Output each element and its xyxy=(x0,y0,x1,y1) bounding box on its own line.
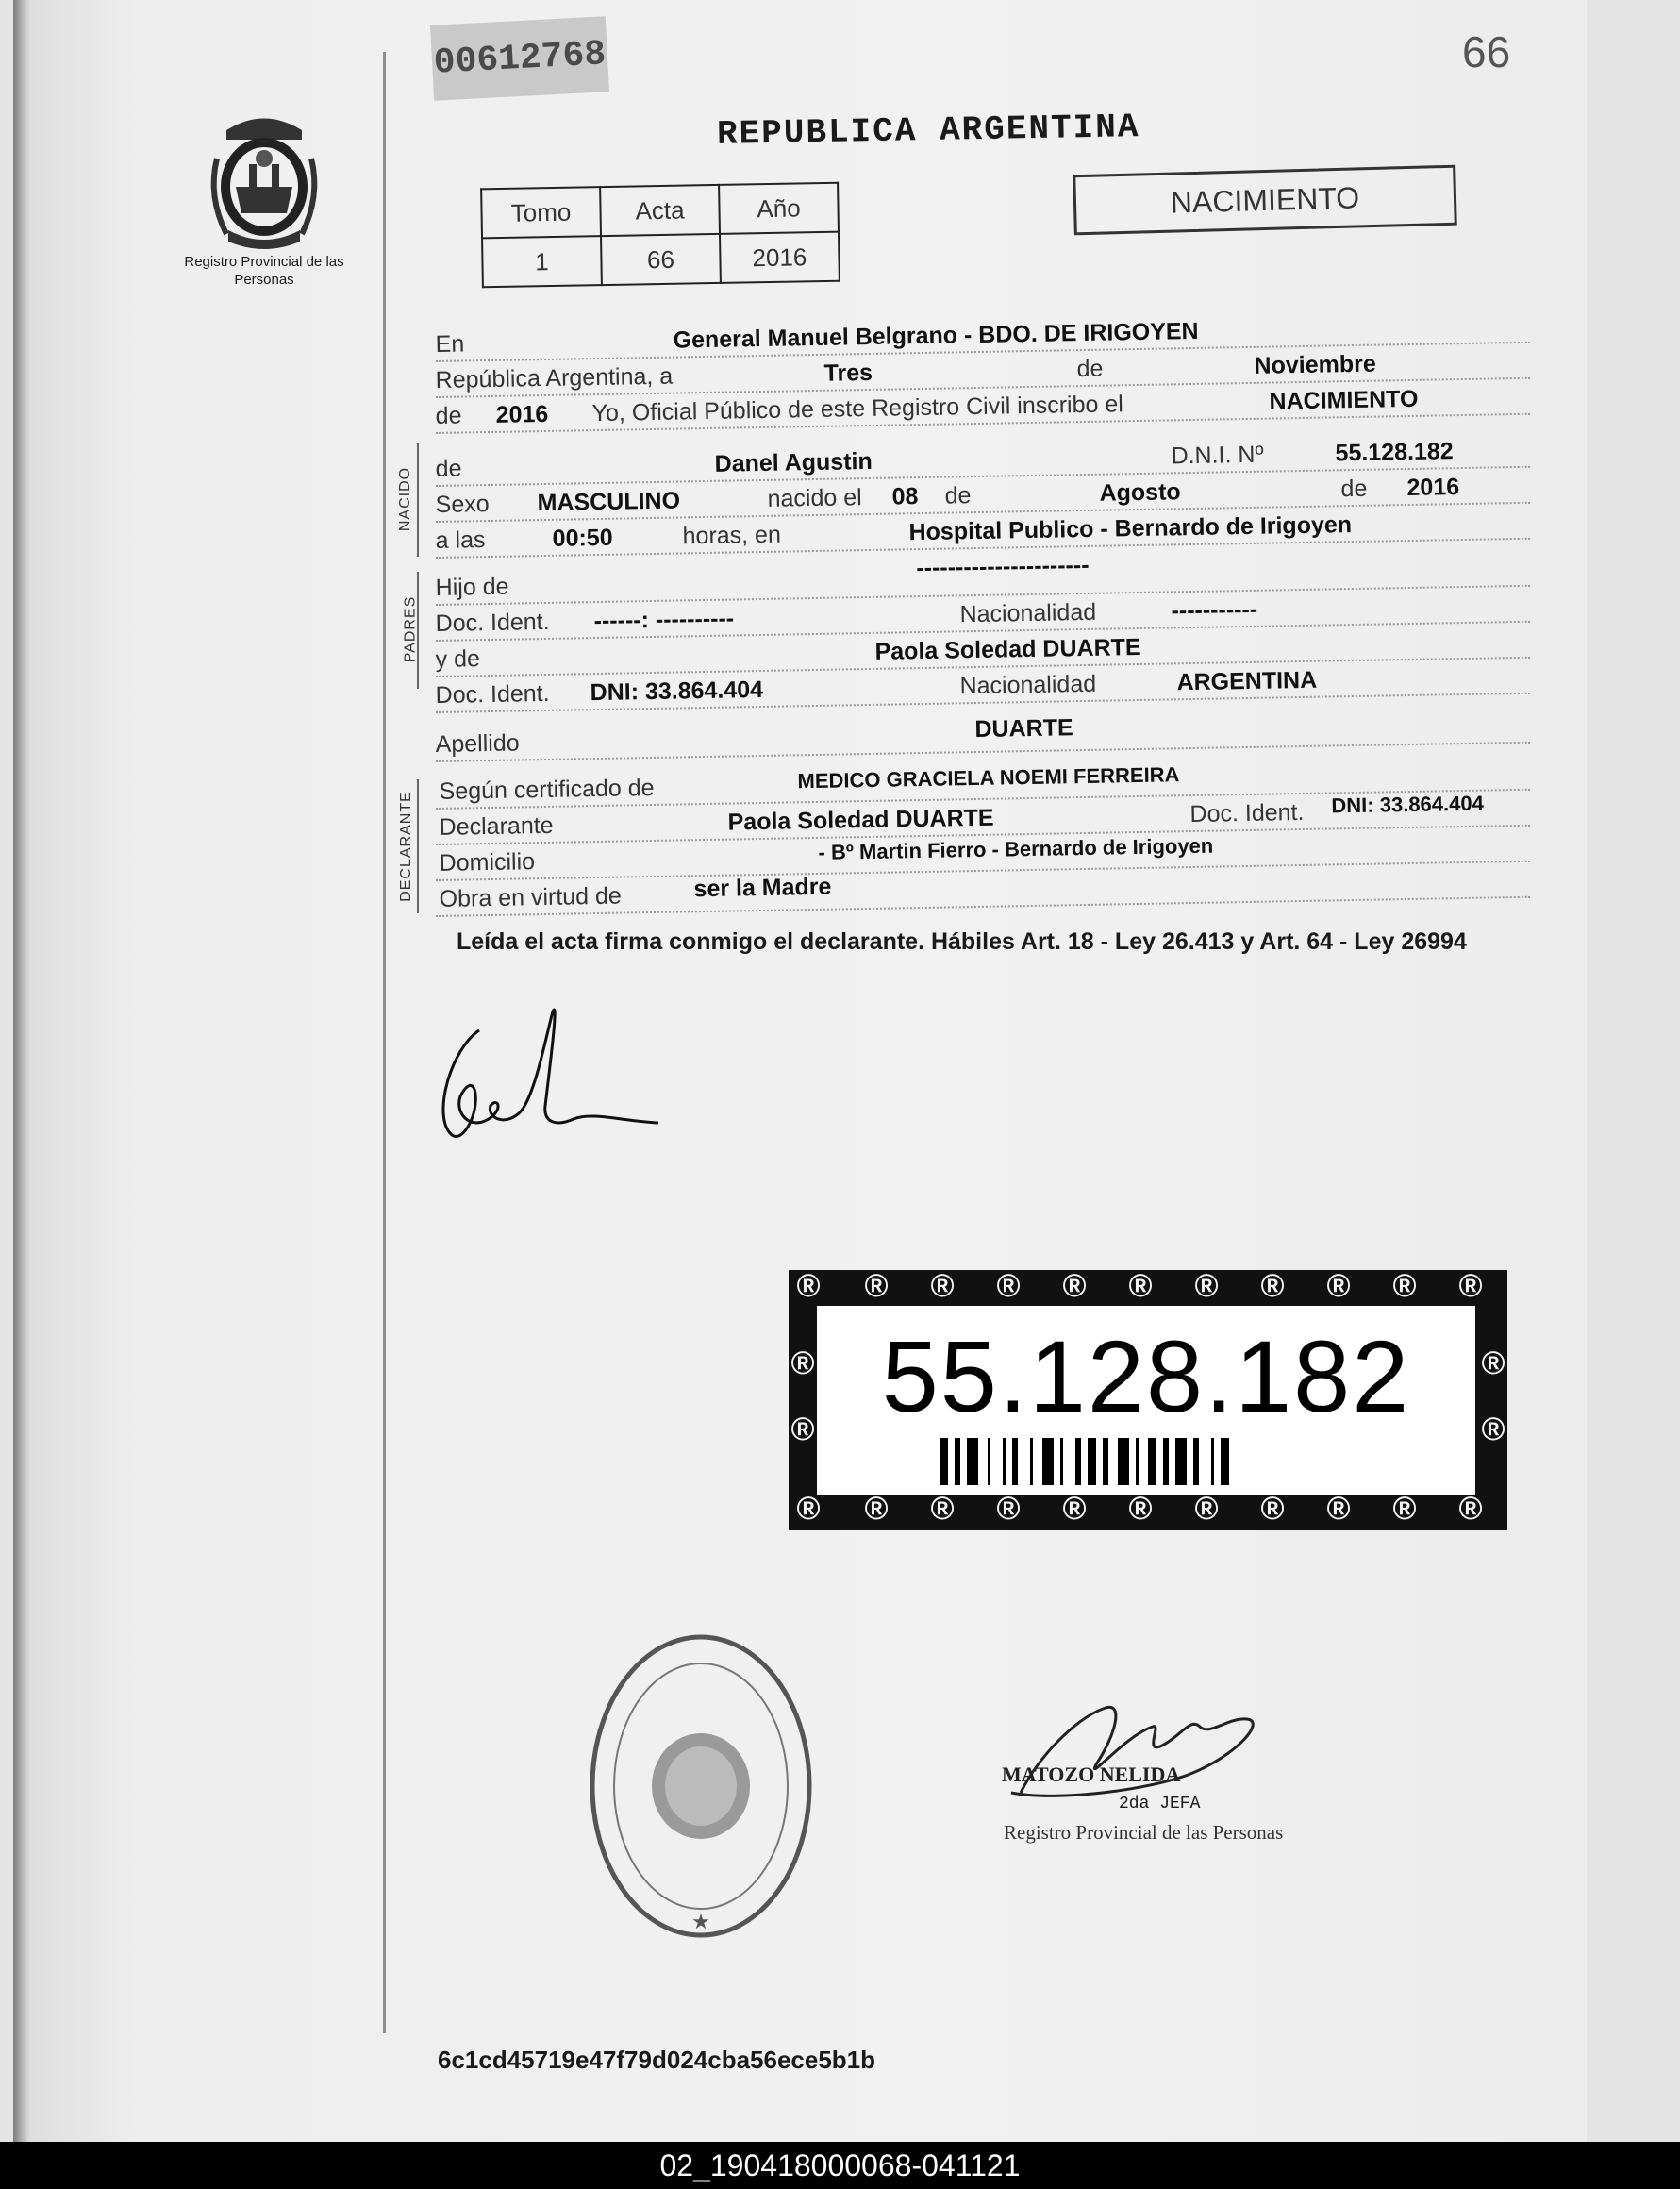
declarante-label: Declarante xyxy=(439,811,554,841)
official-name: MATOZO NELIDA xyxy=(1002,1763,1181,1786)
horas-label: horas, en xyxy=(682,521,782,550)
de-label-1: de xyxy=(1076,355,1104,383)
father-name: ---------------------- xyxy=(916,551,1090,582)
birth-year: 2016 xyxy=(1406,474,1460,502)
acta-value: 66 xyxy=(601,234,721,285)
day-value: Tres xyxy=(823,359,873,387)
sticker-security-pattern: ® xyxy=(1260,1491,1285,1527)
file-id-footer: 02_190418000068-041121 xyxy=(0,2142,1680,2189)
sticker-security-pattern: ® xyxy=(1481,1345,1505,1381)
dni-sticker-number: 55.128.182 xyxy=(881,1319,1411,1433)
child-dni: 55.128.182 xyxy=(1335,438,1454,467)
sticker-security-pattern: ® xyxy=(1194,1268,1219,1304)
mother-nationality: ARGENTINA xyxy=(1176,666,1318,696)
inscribo-value: NACIMIENTO xyxy=(1269,385,1419,415)
sticker-security-pattern: ® xyxy=(796,1268,821,1304)
nacido-section-label: NACIDO xyxy=(397,466,414,532)
dni-sticker xyxy=(789,1270,1507,1530)
control-number-stamp: 00612768 xyxy=(430,16,609,101)
registry-seal xyxy=(583,1630,819,1942)
anio-header: Año xyxy=(719,183,839,234)
sticker-security-pattern: ® xyxy=(790,1345,815,1381)
misiones-crest-icon xyxy=(189,102,340,253)
tomo-value: 1 xyxy=(482,236,602,287)
barcode-bar xyxy=(1193,1438,1199,1485)
birth-place: Hospital Publico - Bernardo de Irigoyen xyxy=(908,511,1353,546)
certificado-label: Según certificado de xyxy=(439,774,655,805)
mother-doc: DNI: 33.864.404 xyxy=(590,676,764,707)
anio-value: 2016 xyxy=(720,232,840,283)
inscribo-text: Yo, Oficial Público de este Registro Civil inscribo el xyxy=(591,391,1124,427)
sexo-label: Sexo xyxy=(435,491,490,519)
dni-barcode xyxy=(940,1438,1373,1485)
doc-ident-label-3: Doc. Ident. xyxy=(1189,798,1305,828)
doc-label-2: Doc. Ident. xyxy=(435,679,550,710)
barcode-bar xyxy=(1060,1438,1063,1485)
a-las-label: a las xyxy=(435,526,486,555)
barcode-bar xyxy=(955,1438,960,1485)
dni-label: D.N.I. Nº xyxy=(1171,441,1264,470)
page-number: 66 xyxy=(1462,27,1511,76)
declarant-signature xyxy=(432,1002,658,1162)
sticker-security-pattern: ® xyxy=(1392,1268,1417,1304)
certificado-value: MEDICO GRACIELA NOEMI FERREIRA xyxy=(797,762,1180,794)
acta-header: Acta xyxy=(600,185,720,236)
sticker-security-pattern: ® xyxy=(930,1268,955,1304)
barcode-bar xyxy=(1042,1438,1054,1485)
sticker-security-pattern: ® xyxy=(1128,1268,1153,1304)
sticker-security-pattern: ® xyxy=(1062,1268,1087,1304)
document-title: REPUBLICA ARGENTINA xyxy=(716,108,1140,154)
barcode-bar xyxy=(1030,1438,1033,1485)
sticker-security-pattern: ® xyxy=(796,1491,821,1527)
dni-sticker-label xyxy=(817,1306,1475,1495)
father-nationality: ----------- xyxy=(1171,595,1258,625)
sticker-security-pattern: ® xyxy=(1458,1268,1483,1304)
sticker-security-pattern: ® xyxy=(1392,1491,1417,1527)
sticker-security-pattern: ® xyxy=(1260,1268,1285,1304)
apellido-value: DUARTE xyxy=(974,714,1073,744)
barcode-bar xyxy=(1103,1438,1108,1485)
barcode-bar xyxy=(1175,1438,1187,1485)
barcode-bar xyxy=(1088,1438,1096,1485)
sticker-security-pattern: ® xyxy=(1326,1491,1351,1527)
sticker-security-pattern: ® xyxy=(1128,1491,1153,1527)
year-value: 2016 xyxy=(495,400,549,428)
month-value: Noviembre xyxy=(1254,350,1376,379)
sticker-security-pattern: ® xyxy=(864,1268,889,1304)
record-type-box: NACIMIENTO xyxy=(1073,165,1457,236)
sticker-security-pattern: ® xyxy=(1481,1412,1505,1447)
barcode-bar xyxy=(1075,1438,1081,1485)
y-de-label: y de xyxy=(435,645,481,674)
apellido-label: Apellido xyxy=(435,729,520,759)
de-label-5: de xyxy=(1340,475,1368,503)
hijo-label: Hijo de xyxy=(435,573,509,602)
nacionalidad-label-1: Nacionalidad xyxy=(959,598,1097,628)
father-doc: ------: ---------- xyxy=(593,605,735,635)
page-edge-shadow xyxy=(13,0,30,2142)
barcode-bar xyxy=(1163,1438,1169,1485)
sticker-security-pattern: ® xyxy=(864,1491,889,1527)
en-label: En xyxy=(435,330,465,359)
document-hash: 6c1cd45719e47f79d024cba56ece5b1b xyxy=(438,2046,876,2074)
doc-label-1: Doc. Ident. xyxy=(435,608,550,638)
margin-rule xyxy=(383,52,386,2033)
child-name: Danel Agustin xyxy=(714,447,873,477)
official-registry: Registro Provincial de las Personas xyxy=(1004,1821,1284,1844)
sticker-security-pattern: ® xyxy=(930,1491,955,1527)
svg-text:★: ★ xyxy=(691,1911,710,1934)
nacido-el-label: nacido el xyxy=(767,484,862,512)
sticker-security-pattern: ® xyxy=(1062,1491,1087,1527)
sticker-security-pattern: ® xyxy=(996,1268,1021,1304)
declarante-name: Paola Soledad DUARTE xyxy=(727,804,994,836)
barcode-bar xyxy=(1136,1438,1139,1485)
registry-caption: Registro Provincial de las Personas xyxy=(184,254,344,288)
official-role: 2da JEFA xyxy=(1119,1795,1201,1813)
barcode-bar xyxy=(988,1438,990,1485)
barcode-bar xyxy=(967,1438,978,1485)
barcode-bar xyxy=(1148,1438,1156,1485)
sticker-security-pattern: ® xyxy=(1194,1491,1219,1527)
birth-day: 08 xyxy=(891,483,919,510)
barcode-bar xyxy=(1003,1438,1006,1485)
birth-time: 00:50 xyxy=(552,524,613,552)
domicilio-label: Domicilio xyxy=(439,848,536,877)
sticker-security-pattern: ® xyxy=(996,1491,1021,1527)
tomo-header: Tomo xyxy=(481,187,601,238)
sticker-security-pattern: ® xyxy=(1458,1491,1483,1527)
record-table xyxy=(480,182,840,289)
sexo-value: MASCULINO xyxy=(537,487,681,517)
barcode-bar xyxy=(1221,1438,1229,1485)
padres-section-label: PADRES xyxy=(402,595,419,663)
barcode-bar xyxy=(1211,1438,1214,1485)
sticker-security-pattern: ® xyxy=(790,1412,815,1447)
mother-name: Paola Soledad DUARTE xyxy=(874,633,1141,665)
de-label-4: de xyxy=(944,482,972,510)
barcode-bar xyxy=(1012,1438,1018,1485)
sticker-security-pattern: ® xyxy=(1326,1268,1351,1304)
obra-label: Obra en virtud de xyxy=(439,882,623,912)
republica-label: República Argentina, a xyxy=(435,362,674,394)
barcode-bar xyxy=(940,1438,948,1485)
obra-value: ser la Madre xyxy=(693,873,832,903)
domicilio-value: - Bº Martin Fierro - Bernardo de Irigoyen xyxy=(818,833,1214,864)
nacionalidad-label-2: Nacionalidad xyxy=(959,670,1097,700)
place-value: General Manuel Belgrano - BDO. DE IRIGOYEN xyxy=(673,317,1199,354)
nacido-divider xyxy=(417,443,419,557)
declarante-divider xyxy=(417,779,419,913)
declarante-doc: DNI: 33.864.404 xyxy=(1331,791,1485,818)
de-label-2: de xyxy=(435,402,462,430)
birth-month: Agosto xyxy=(1099,478,1181,507)
legal-statement: Leída el acta firma conmigo el declarante. Hábiles Art. 18 - Ley 26.413 y Art. 64 - Ley 26994 xyxy=(457,928,1467,955)
barcode-bar xyxy=(1118,1438,1129,1485)
de-label-3: de xyxy=(435,455,462,483)
declarante-section-label: DECLARANTE xyxy=(397,791,414,902)
